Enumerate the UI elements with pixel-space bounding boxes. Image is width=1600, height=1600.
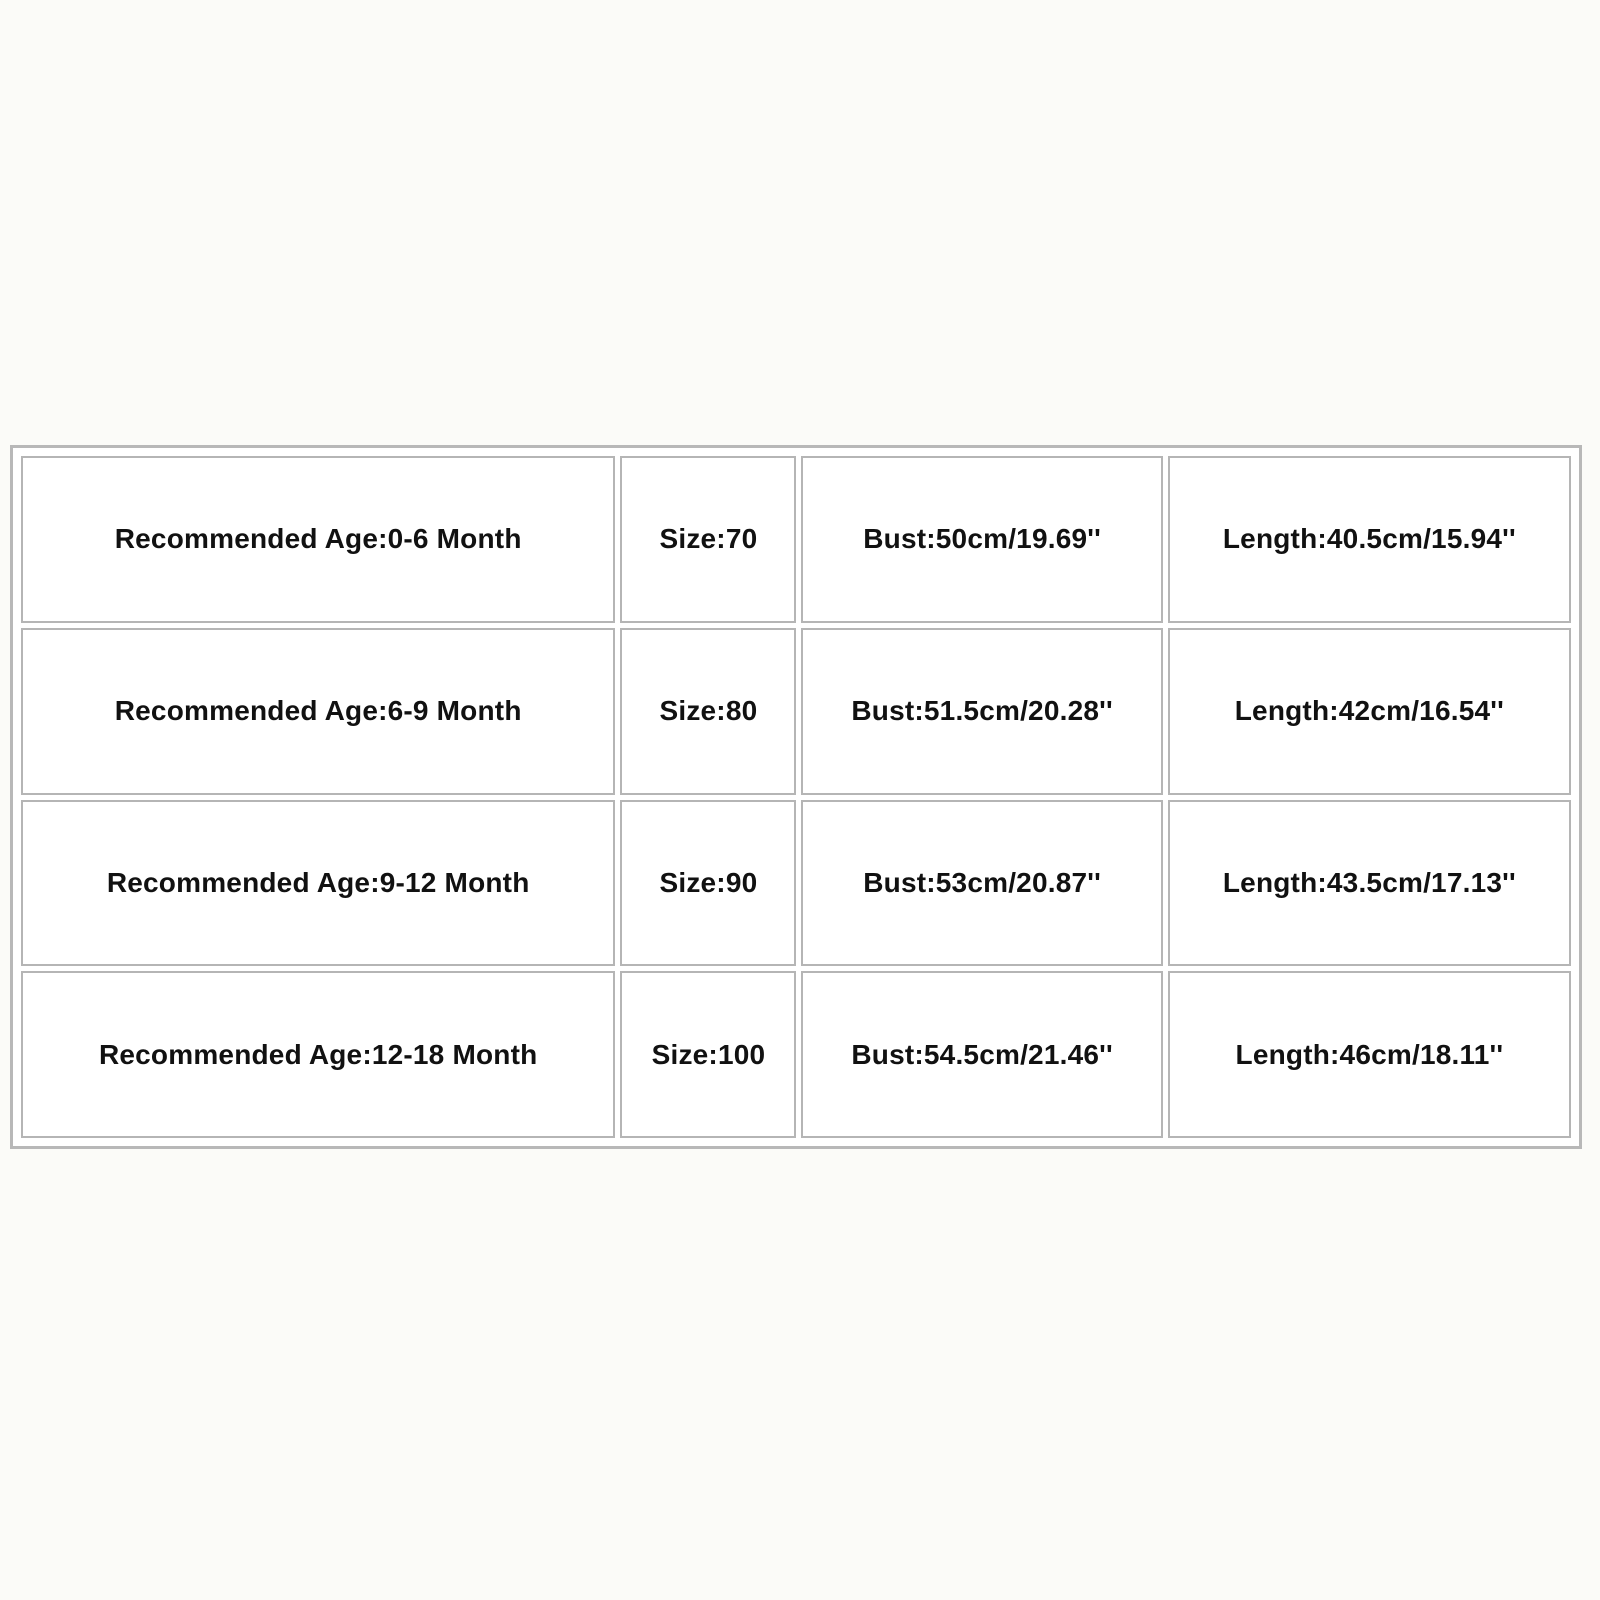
bust-cell: Bust:53cm/20.87'' [801, 800, 1162, 967]
table-row [21, 800, 1571, 967]
size-cell: Size:100 [620, 971, 796, 1138]
recommended-age-cell: Recommended Age:6-9 Month [21, 628, 615, 795]
size-chart-table [16, 451, 1576, 1143]
recommended-age-cell: Recommended Age:12-18 Month [21, 971, 615, 1138]
length-cell: Length:40.5cm/15.94'' [1168, 456, 1571, 623]
table-row [21, 628, 1571, 795]
recommended-age-cell: Recommended Age:9-12 Month [21, 800, 615, 967]
table-row [21, 971, 1571, 1138]
table-row [21, 456, 1571, 623]
bust-cell: Bust:50cm/19.69'' [801, 456, 1162, 623]
length-cell: Length:43.5cm/17.13'' [1168, 800, 1571, 967]
recommended-age-cell: Recommended Age:0-6 Month [21, 456, 615, 623]
bust-cell: Bust:54.5cm/21.46'' [801, 971, 1162, 1138]
bust-cell: Bust:51.5cm/20.28'' [801, 628, 1162, 795]
size-chart-table-frame [10, 445, 1582, 1149]
length-cell: Length:42cm/16.54'' [1168, 628, 1571, 795]
size-cell: Size:80 [620, 628, 796, 795]
length-cell: Length:46cm/18.11'' [1168, 971, 1571, 1138]
size-cell: Size:90 [620, 800, 796, 967]
size-cell: Size:70 [620, 456, 796, 623]
